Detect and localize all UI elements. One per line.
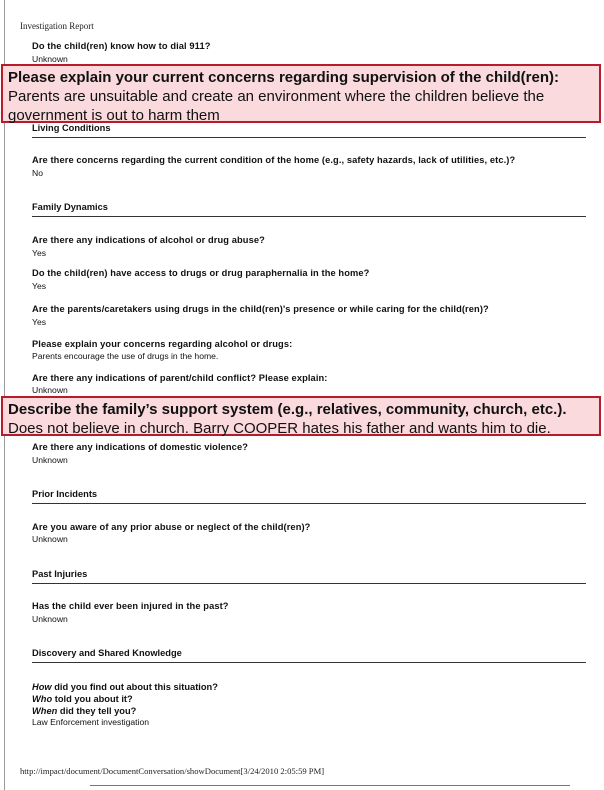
question-who-told [32, 694, 133, 704]
question-dial-911: Do the child(ren) know how to dial 911? [32, 41, 211, 51]
answer-parent-child-conflict: Unknown [32, 385, 68, 395]
bottom-divider [90, 785, 570, 786]
question-alcohol-drug: Are there any indications of alcohol or drug abuse? [32, 235, 265, 245]
section-discovery: Discovery and Shared Knowledge [32, 648, 182, 658]
question-domestic-violence: Are there any indications of domestic violence? [32, 442, 248, 452]
emphasis-when: When [32, 706, 58, 716]
question-drug-concerns: Please explain your concerns regarding alcohol or drugs: [32, 339, 293, 349]
support-system-title: Describe the family’s support system (e.g., relatives, community, church, etc.). [8, 401, 567, 418]
emphasis-how: How [32, 682, 52, 692]
supervision-concerns-title: Please explain your current concerns regarding supervision of the child(ren): [8, 69, 559, 86]
answer-drug-concerns: Parents encourage the use of drugs in the home. [32, 351, 219, 361]
supervision-concerns-callout [1, 64, 601, 123]
question-prior-abuse: Are you aware of any prior abuse or neglect of the child(ren)? [32, 522, 311, 532]
supervision-concerns-text: Parents are unsuitable and create an environment where the children believe the government is out to harm them [8, 88, 545, 124]
section-divider [32, 583, 586, 584]
question-how-found-out [32, 682, 218, 692]
support-system-callout [1, 396, 601, 436]
question-injured-past: Has the child ever been injured in the past? [32, 601, 229, 611]
section-divider [32, 137, 586, 138]
section-divider [32, 216, 586, 217]
answer-caretakers-drugs: Yes [32, 317, 47, 327]
question-how-rest: did you find out about this situation? [51, 682, 218, 692]
answer-domestic-violence: Unknown [32, 455, 68, 465]
emphasis-who: Who [32, 694, 53, 704]
footer-url: http://impact/document/DocumentConversation/showDocument[3/24/2010 2:05:59 PM] [20, 766, 325, 776]
question-home-condition: Are there concerns regarding the current condition of the home (e.g., safety hazards, lack of utilities, etc.)? [32, 155, 516, 165]
question-when-told [32, 706, 136, 716]
answer-alcohol-drug: Yes [32, 248, 47, 258]
question-drug-access: Do the child(ren) have access to drugs or drug paraphernalia in the home? [32, 268, 370, 278]
section-divider [32, 503, 586, 504]
answer-dial-911: Unknown [32, 54, 68, 64]
question-caretakers-drugs: Are the parents/caretakers using drugs in the child(ren)'s presence or while caring for the child(ren)? [32, 304, 489, 314]
support-system-text: Does not believe in church. Barry COOPER hates his father and wants him to die. [8, 420, 551, 437]
question-parent-child-conflict: Are there any indications of parent/child conflict? Please explain: [32, 373, 328, 383]
question-when-rest: did they tell you? [57, 706, 137, 716]
section-prior-incidents: Prior Incidents [32, 489, 98, 499]
section-past-injuries: Past Injuries [32, 569, 88, 579]
section-living-conditions: Living Conditions [32, 123, 111, 133]
answer-discovery: Law Enforcement investigation [32, 717, 150, 727]
answer-injured-past: Unknown [32, 614, 68, 624]
report-header: Investigation Report [20, 21, 94, 31]
section-divider [32, 662, 586, 663]
answer-drug-access: Yes [32, 281, 47, 291]
answer-prior-abuse: Unknown [32, 534, 68, 544]
question-who-rest: told you about it? [52, 694, 133, 704]
section-family-dynamics: Family Dynamics [32, 202, 108, 212]
answer-home-condition: No [32, 168, 43, 178]
